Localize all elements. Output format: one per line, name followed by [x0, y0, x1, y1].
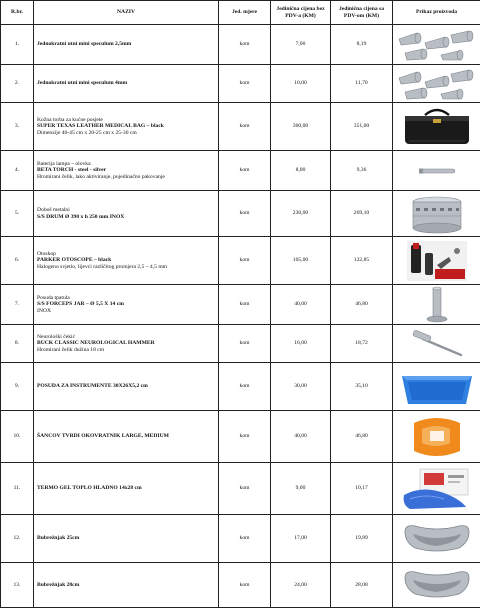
table-row [1, 25, 480, 65]
product-name-line: Halogeno svjetlo, lijevci različitog promjera 2,5 – 4,5 mm [37, 264, 216, 271]
product-name-line: Hromirani čelik dužina 18 cm [37, 347, 216, 354]
table-row [1, 363, 480, 411]
table-header-row [1, 1, 480, 25]
price-without-vat: 40,00 [271, 411, 331, 463]
kidney-dish-image [393, 563, 480, 608]
product-name [34, 103, 219, 151]
price-without-vat: 105,00 [271, 237, 331, 285]
product-name-line: Doboš metalni [37, 207, 216, 214]
product-name-line: Hromirani čelik, lako aktiviranje, pojedinačno pakovanje [37, 174, 216, 181]
unit-of-measure: kom [219, 65, 271, 103]
price-with-vat: 11,70 [331, 65, 393, 103]
price-without-vat: 7,00 [271, 25, 331, 65]
price-without-vat: 230,00 [271, 191, 331, 237]
product-name-line: Posuda tpatula [37, 295, 216, 302]
product-name [34, 363, 219, 411]
price-with-vat: 351,00 [331, 103, 393, 151]
unit-of-measure: kom [219, 325, 271, 363]
ear-speculum-set-image [393, 65, 480, 103]
unit-of-measure: kom [219, 285, 271, 325]
table-row [1, 411, 480, 463]
row-number: 3. [1, 103, 34, 151]
unit-of-measure: kom [219, 515, 271, 563]
header-cijena-sa: Jedinična cijena sa PDV-om (KM) [331, 1, 393, 25]
price-with-vat: 46,80 [331, 411, 393, 463]
unit-of-measure: kom [219, 463, 271, 515]
unit-of-measure: kom [219, 563, 271, 608]
price-with-vat: 18,72 [331, 325, 393, 363]
product-name-line: Neurološki čekić [37, 334, 216, 341]
row-number: 9. [1, 363, 34, 411]
row-number: 11. [1, 463, 34, 515]
product-name-line: POSUDA ZA INSTRUMENTE 30X26X5,2 cm [37, 383, 216, 390]
unit-of-measure: kom [219, 237, 271, 285]
ear-speculum-set-image [393, 25, 480, 65]
table-row [1, 563, 480, 608]
kidney-dish-image [393, 515, 480, 563]
product-name-line: S/S FORCEPS JAR – Ø 5,5 X 14 cm [37, 301, 216, 308]
product-name-line: Jednokratni utni mini speculum 2,5mm [37, 41, 216, 48]
medical-bag-image [393, 103, 480, 151]
cervical-collar-image [393, 411, 480, 463]
product-name [34, 65, 219, 103]
row-number: 8. [1, 325, 34, 363]
price-without-vat: 24,00 [271, 563, 331, 608]
product-name-line: Bubrežnjak 25cm [37, 535, 216, 542]
price-with-vat: 46,80 [331, 285, 393, 325]
price-without-vat: 30,00 [271, 363, 331, 411]
product-name-line: Dimenzije 40-45 cm x 20-25 cm x 25-30 cm [37, 130, 216, 137]
row-number: 4. [1, 151, 34, 191]
row-number: 1. [1, 25, 34, 65]
product-name [34, 25, 219, 65]
product-name-line: ŠANCOV TVRDI OKOVRATNIK LARGE, MEDIUM [37, 433, 216, 440]
row-number: 7. [1, 285, 34, 325]
header-cijena-bez: Jedinična cijena bez PDV-a (KM) [271, 1, 331, 25]
product-name-line: Jednokratni utni mini speculum 4mm [37, 80, 216, 87]
price-without-vat: 9,00 [271, 463, 331, 515]
product-name [34, 151, 219, 191]
header-rbr: R.br. [1, 1, 34, 25]
row-number: 2. [1, 65, 34, 103]
header-naziv: NAZIV [34, 1, 219, 25]
product-name-line: INOX [37, 308, 216, 315]
unit-of-measure: kom [219, 191, 271, 237]
price-without-vat: 17,00 [271, 515, 331, 563]
product-name-line: Kožna torba za kućne posjete [37, 117, 216, 124]
unit-of-measure: kom [219, 363, 271, 411]
blue-tray-image [393, 363, 480, 411]
row-number: 12. [1, 515, 34, 563]
price-with-vat: 8,19 [331, 25, 393, 65]
reflex-hammer-image [393, 325, 480, 363]
table-row [1, 237, 480, 285]
table-row [1, 325, 480, 363]
product-name [34, 325, 219, 363]
row-number: 13. [1, 563, 34, 608]
price-without-vat: 40,00 [271, 285, 331, 325]
otoscope-kit-image [393, 237, 480, 285]
product-name [34, 411, 219, 463]
unit-of-measure: kom [219, 103, 271, 151]
product-name [34, 237, 219, 285]
price-with-vat: 28,08 [331, 563, 393, 608]
price-with-vat: 9,36 [331, 151, 393, 191]
product-name-line: Bubrežnjak 28cm [37, 582, 216, 589]
product-name [34, 285, 219, 325]
pen-torch-image [393, 151, 480, 191]
price-without-vat: 8,00 [271, 151, 331, 191]
table-row [1, 151, 480, 191]
product-name-line: TERMO GEL TOPLO HLADNO 14x28 cm [37, 485, 216, 492]
product-name [34, 563, 219, 608]
row-number: 10. [1, 411, 34, 463]
product-name [34, 191, 219, 237]
product-name-line: PARKER OTOSCOPE – black [37, 257, 216, 264]
product-name [34, 463, 219, 515]
product-name-line: BUCK CLASSIC NEUROLOGICAL HAMMER [37, 340, 216, 347]
price-with-vat: 19,89 [331, 515, 393, 563]
product-name-line: BETA TORCH - steel - silver [37, 167, 216, 174]
price-with-vat: 269,10 [331, 191, 393, 237]
table-row [1, 463, 480, 515]
steel-drum-image [393, 191, 480, 237]
forceps-jar-image [393, 285, 480, 325]
header-prikaz: Prikaz proizvoda [393, 1, 480, 25]
table-row [1, 65, 480, 103]
table-row [1, 191, 480, 237]
product-name-line: S/S DRUM Ø 390 x h 250 mm INOX [37, 214, 216, 221]
price-with-vat: 10,17 [331, 463, 393, 515]
row-number: 5. [1, 191, 34, 237]
unit-of-measure: kom [219, 151, 271, 191]
header-jm: Jed. mjere [219, 1, 271, 25]
price-with-vat: 122,85 [331, 237, 393, 285]
product-name-line: Baterija lampa – olovka [37, 161, 216, 168]
product-name-line: SUPER TEXAS LEATHER MEDICAL BAG – black [37, 123, 216, 130]
unit-of-measure: kom [219, 411, 271, 463]
unit-of-measure: kom [219, 25, 271, 65]
table-row [1, 103, 480, 151]
product-name [34, 515, 219, 563]
row-number: 6. [1, 237, 34, 285]
thermo-gel-pack-image [393, 463, 480, 515]
price-without-vat: 10,00 [271, 65, 331, 103]
product-name-line: Otoskop [37, 251, 216, 258]
table-row [1, 285, 480, 325]
table-row [1, 515, 480, 563]
price-without-vat: 300,00 [271, 103, 331, 151]
price-without-vat: 16,00 [271, 325, 331, 363]
price-with-vat: 35,10 [331, 363, 393, 411]
